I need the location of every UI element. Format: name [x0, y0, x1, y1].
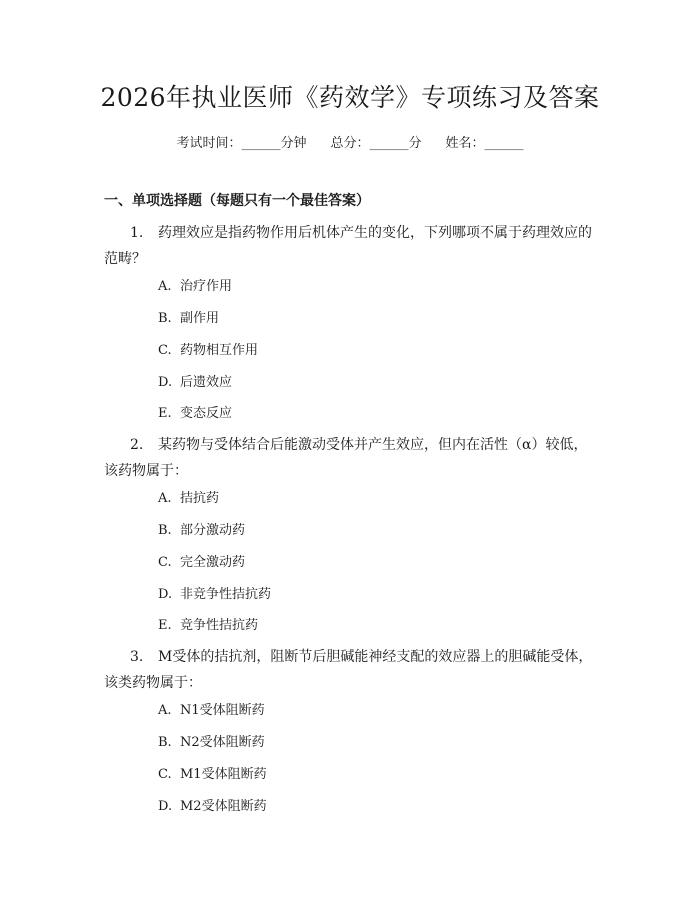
option-letter: D.: [158, 799, 173, 814]
document-title: 2026年执业医师《药效学》专项练习及答案: [100, 83, 600, 112]
exam-time-field: 考试时间：______分钟: [176, 136, 307, 151]
option-letter: D.: [158, 587, 173, 602]
option-letter: A.: [158, 491, 172, 506]
question-2-option-e: [158, 614, 258, 633]
option-text: 治疗作用: [180, 279, 233, 294]
option-text: 拮抗药: [180, 491, 220, 506]
question-1: [104, 220, 600, 272]
option-letter: E.: [158, 406, 172, 421]
question-1-option-a: [158, 275, 232, 294]
option-letter: C.: [158, 343, 172, 358]
option-text: M1受体阻断药: [180, 767, 267, 782]
option-text: 部分激动药: [180, 523, 246, 538]
section-title: 一、单项选择题（每题只有一个最佳答案）: [104, 193, 370, 209]
question-1-option-c: [158, 339, 258, 358]
question-2: [104, 432, 600, 484]
name-field: 姓名：______: [445, 136, 524, 151]
question-1-option-b: [158, 307, 219, 326]
option-letter: B.: [158, 523, 172, 538]
question-1-option-d: [158, 371, 232, 390]
question-text: 某药物与受体结合后能激动受体并产生效应，但内在活性（α）较低，该药物属于：: [104, 437, 588, 479]
question-2-option-c: [158, 551, 245, 570]
option-text: 副作用: [180, 311, 220, 326]
option-text: N2受体阻断药: [180, 735, 265, 750]
option-text: 后遗效应: [180, 375, 233, 390]
question-3-option-a: [158, 699, 265, 718]
option-letter: C.: [158, 555, 172, 570]
question-text: 药理效应是指药物作用后机体产生的变化，下列哪项不属于药理效应的范畴？: [104, 225, 592, 267]
option-text: 非竞争性拮抗药: [180, 587, 272, 602]
option-text: 竞争性拮抗药: [180, 618, 259, 633]
total-score-field: 总分：______分: [330, 136, 422, 151]
question-text: M受体的拮抗剂，阻断节后胆碱能神经支配的效应器上的胆碱能受体，该类药物属于：: [104, 649, 593, 691]
question-2-option-a: [158, 487, 219, 506]
option-text: 完全激动药: [180, 555, 246, 570]
option-text: M2受体阻断药: [180, 799, 267, 814]
option-text: N1受体阻断药: [180, 703, 265, 718]
option-letter: D.: [158, 375, 173, 390]
question-3-option-c: [158, 763, 267, 782]
question-number: 3.: [130, 649, 144, 665]
option-letter: E.: [158, 618, 172, 633]
question-2-option-b: [158, 519, 245, 538]
question-3-option-b: [158, 731, 265, 750]
option-text: 变态反应: [180, 406, 233, 421]
question-2-option-d: [158, 583, 271, 602]
option-letter: B.: [158, 735, 172, 750]
question-3: [104, 644, 600, 696]
exam-info-line: [0, 132, 700, 151]
question-number: 2.: [130, 437, 144, 453]
option-text: 药物相互作用: [180, 343, 259, 358]
option-letter: C.: [158, 767, 172, 782]
question-number: 1.: [130, 225, 144, 241]
question-1-option-e: [158, 402, 232, 421]
option-letter: A.: [158, 279, 172, 294]
option-letter: B.: [158, 311, 172, 326]
option-letter: A.: [158, 703, 172, 718]
question-3-option-d: [158, 795, 267, 814]
